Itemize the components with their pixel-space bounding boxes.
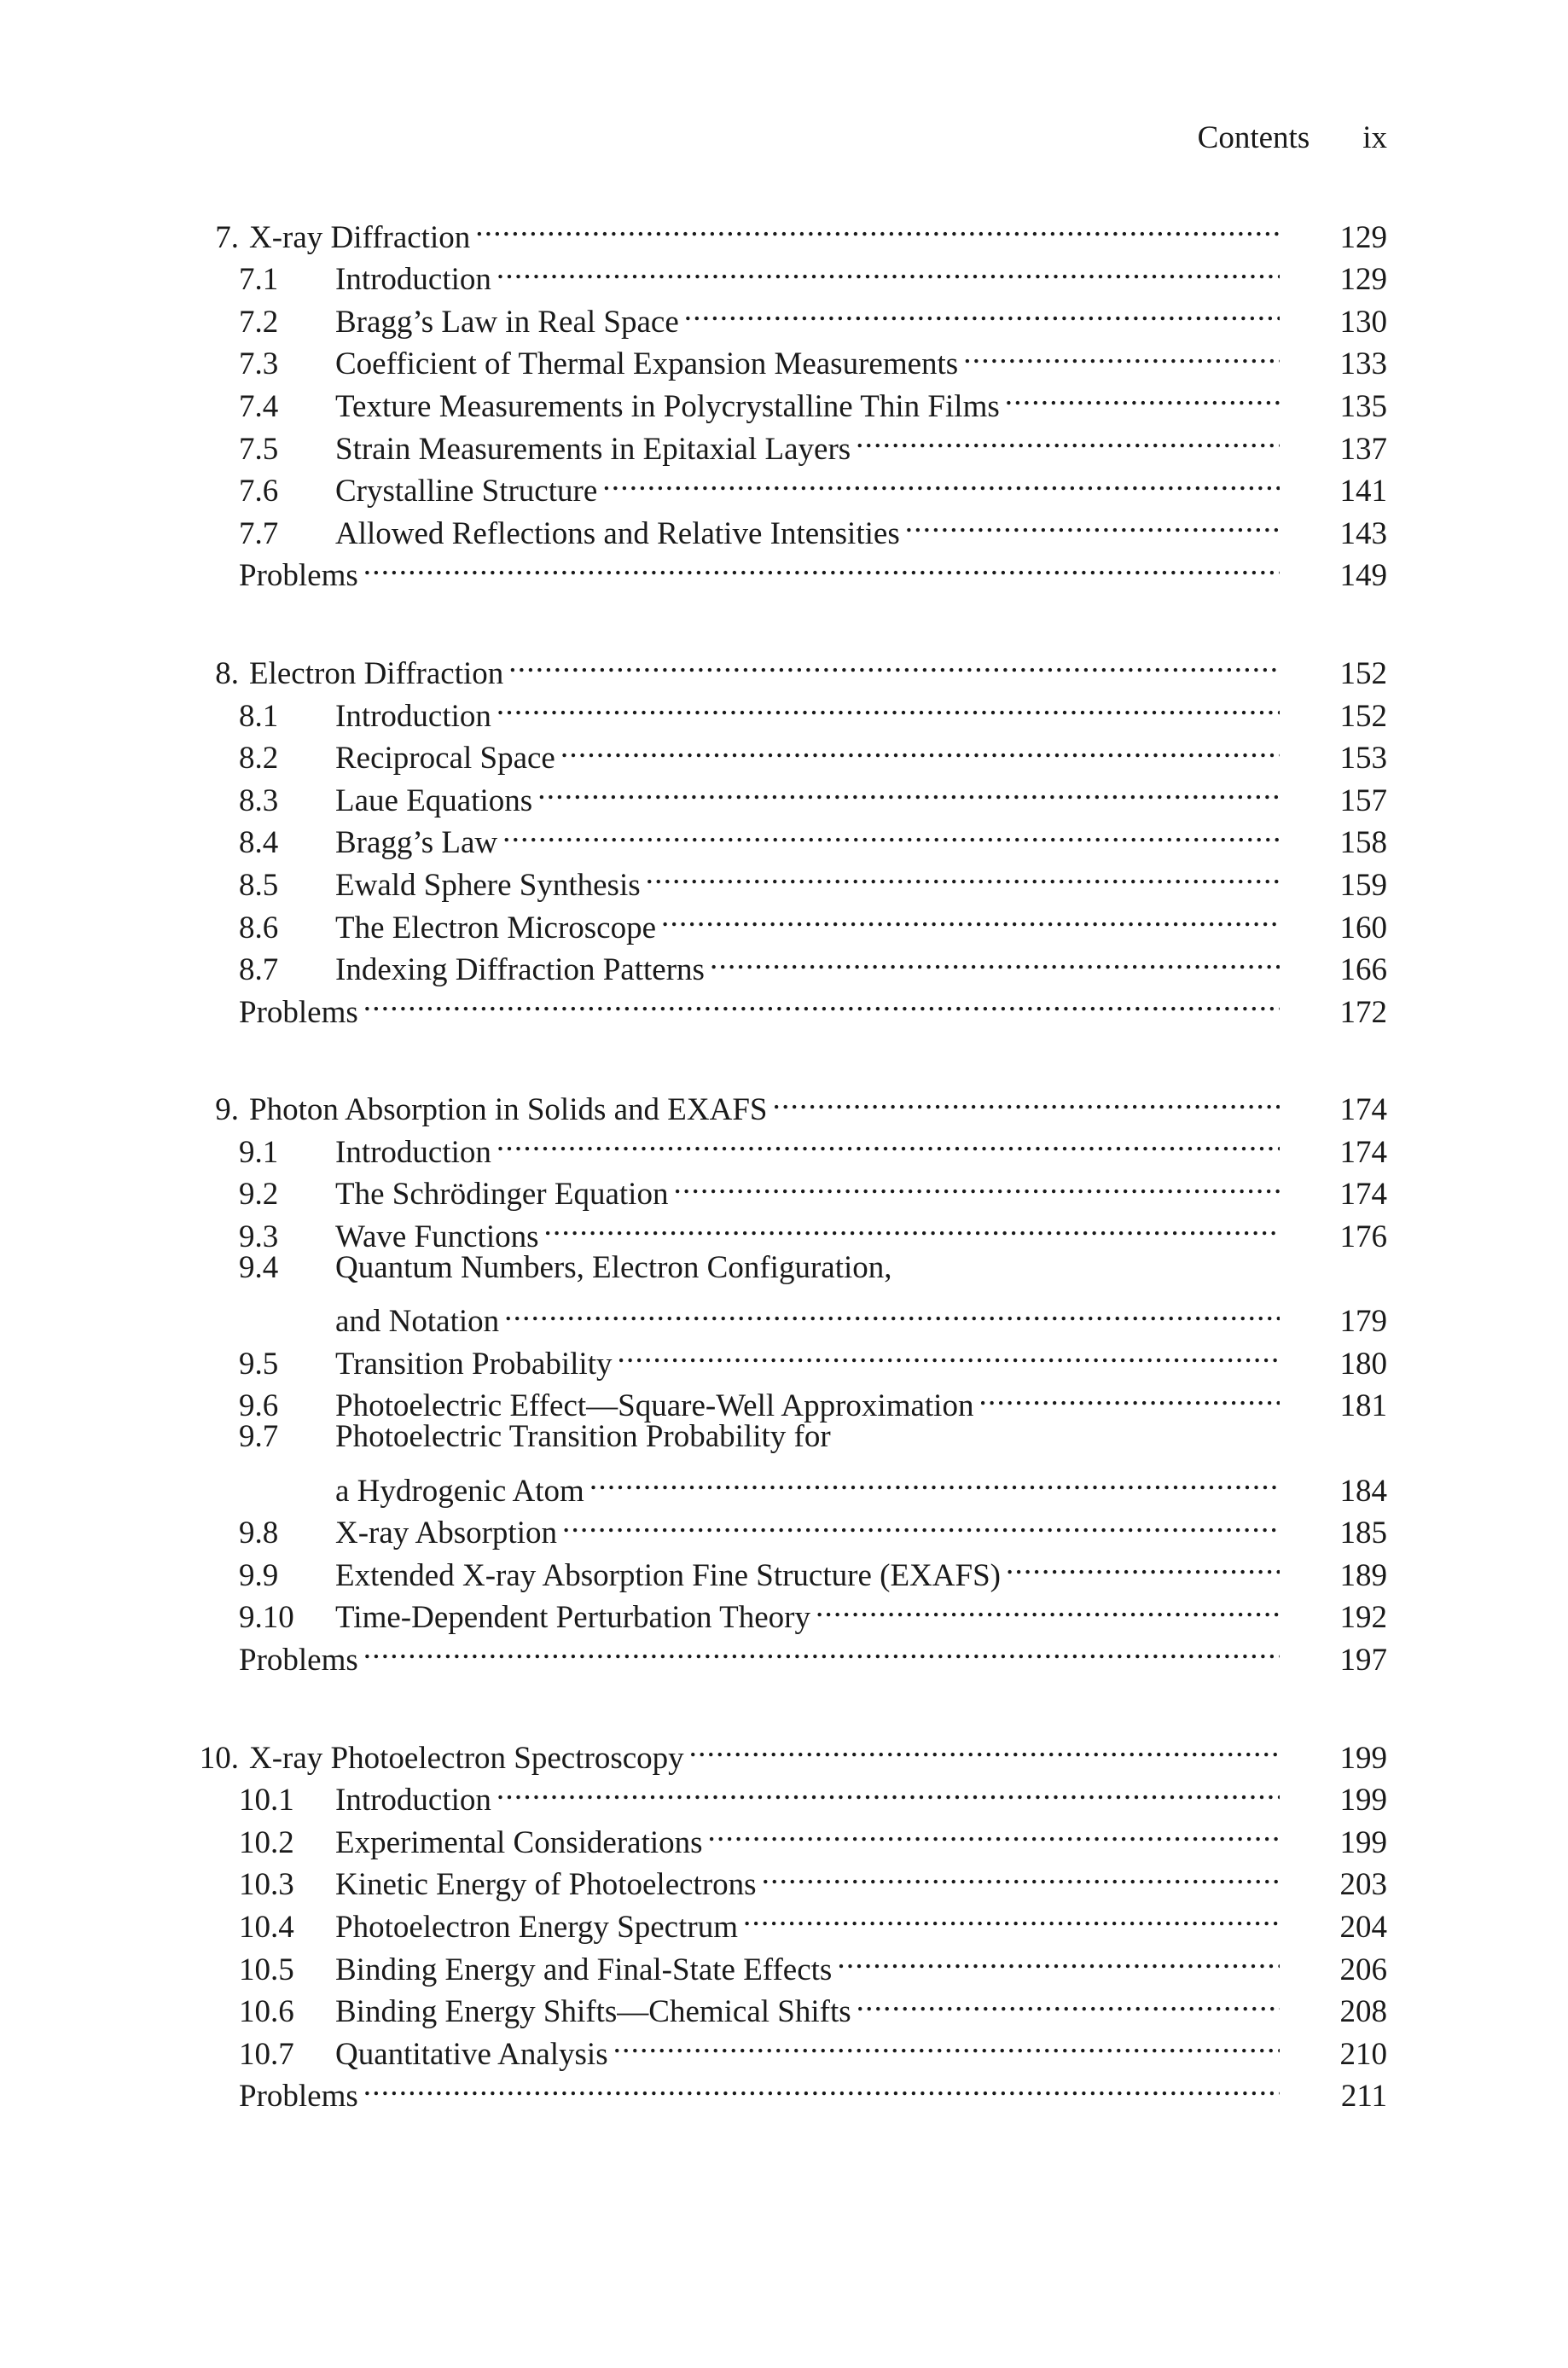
page-ref: 172 bbox=[1339, 994, 1387, 1030]
section-title: Indexing Diffraction Patterns bbox=[335, 952, 705, 988]
page-ref: 141 bbox=[1339, 474, 1387, 509]
page-ref: 176 bbox=[1339, 1219, 1387, 1255]
page-ref: 152 bbox=[1339, 655, 1387, 691]
page-ref: 174 bbox=[1339, 1134, 1387, 1170]
section-number: 8.5 bbox=[239, 867, 279, 903]
section-number: 7.5 bbox=[239, 431, 279, 467]
section-title: Reciprocal Space bbox=[335, 741, 555, 777]
dot-leader bbox=[762, 1853, 1280, 1895]
section-number: 10.6 bbox=[239, 1994, 294, 2030]
toc-chapter-entry[interactable] bbox=[171, 1725, 1387, 1776]
section-number: 7.2 bbox=[239, 304, 279, 340]
dot-leader bbox=[673, 1162, 1280, 1205]
section-title: Binding Energy and Final-State Effects bbox=[335, 1952, 833, 1987]
page-ref: 181 bbox=[1339, 1388, 1387, 1424]
dot-leader bbox=[963, 332, 1280, 375]
section-title: The Schrödinger Equation bbox=[335, 1177, 669, 1213]
section-number: 8.3 bbox=[239, 783, 279, 818]
page-ref: 189 bbox=[1339, 1557, 1387, 1593]
section-title: Introduction bbox=[335, 1783, 491, 1818]
section-number: 10.4 bbox=[239, 1909, 294, 1945]
toc-section-entry[interactable] bbox=[171, 1247, 1387, 1289]
section-title: Laue Equations bbox=[335, 783, 533, 818]
dot-leader bbox=[602, 459, 1280, 502]
section-title: Binding Energy Shifts—Chemical Shifts bbox=[335, 1994, 851, 2030]
dot-leader bbox=[689, 1725, 1280, 1768]
section-title: Quantum Numbers, Electron Configuration, bbox=[335, 1250, 892, 1286]
running-title: Contents bbox=[1197, 120, 1310, 155]
chapter-number: 9. bbox=[215, 1092, 239, 1128]
section-number: 7.1 bbox=[239, 262, 279, 298]
section-title: Photoelectric Effect—Square-Well Approximation bbox=[335, 1388, 974, 1424]
toc-section-continuation[interactable] bbox=[171, 1289, 1387, 1340]
section-number: 10.5 bbox=[239, 1952, 294, 1987]
toc-chapter-entry[interactable] bbox=[171, 1078, 1387, 1128]
page-ref: 206 bbox=[1339, 1952, 1387, 1987]
dot-leader bbox=[708, 1810, 1280, 1853]
chapter-title: X-ray Photoelectron Spectroscopy bbox=[249, 1740, 684, 1776]
section-title-continuation: a Hydrogenic Atom bbox=[335, 1473, 584, 1509]
page-ref: 199 bbox=[1339, 1740, 1387, 1776]
toc-section-continuation[interactable] bbox=[171, 1458, 1387, 1509]
problems-title: Problems bbox=[239, 1643, 358, 1678]
dot-leader bbox=[537, 768, 1280, 811]
page-ref: 185 bbox=[1339, 1516, 1387, 1551]
dot-leader bbox=[497, 684, 1280, 726]
section-title: Strain Measurements in Epitaxial Layers bbox=[335, 431, 851, 467]
section-number: 9.4 bbox=[239, 1250, 279, 1286]
section-title: Introduction bbox=[335, 262, 491, 298]
dot-leader bbox=[504, 1289, 1280, 1332]
dot-leader bbox=[617, 1331, 1280, 1374]
toc-chapter-entry[interactable] bbox=[171, 205, 1387, 255]
section-title: Experimental Considerations bbox=[335, 1824, 703, 1860]
section-title: Photoelectric Transition Probability for bbox=[335, 1419, 831, 1455]
dot-leader bbox=[475, 205, 1280, 247]
dot-leader bbox=[816, 1585, 1280, 1628]
page-ref: 158 bbox=[1339, 825, 1387, 861]
chapter-title: Electron Diffraction bbox=[249, 655, 504, 691]
page-ref: 166 bbox=[1339, 952, 1387, 988]
dot-leader bbox=[856, 416, 1280, 459]
section-number: 9.3 bbox=[239, 1219, 279, 1255]
dot-leader bbox=[743, 1894, 1280, 1937]
section-number: 8.6 bbox=[239, 910, 279, 945]
dot-leader bbox=[363, 1627, 1280, 1670]
page-ref: 199 bbox=[1339, 1783, 1387, 1818]
dot-leader bbox=[661, 895, 1280, 938]
dot-leader bbox=[1005, 374, 1280, 416]
page-ref: 204 bbox=[1339, 1909, 1387, 1945]
dot-leader bbox=[363, 544, 1280, 586]
section-title: Crystalline Structure bbox=[335, 474, 598, 509]
section-number: 8.1 bbox=[239, 698, 279, 734]
dot-leader bbox=[497, 1120, 1280, 1162]
toc-chapter bbox=[171, 205, 1387, 594]
section-title: Texture Measurements in Polycrystalline Thin Films bbox=[335, 388, 1000, 424]
toc-section-entry[interactable] bbox=[171, 1416, 1387, 1458]
page-ref: 153 bbox=[1339, 741, 1387, 777]
dot-leader bbox=[684, 289, 1280, 332]
problems-title: Problems bbox=[239, 994, 358, 1030]
page-ref: 211 bbox=[1340, 2079, 1387, 2115]
page-ref: 210 bbox=[1339, 2036, 1387, 2072]
page-ref: 143 bbox=[1339, 515, 1387, 551]
page-ref: 160 bbox=[1339, 910, 1387, 945]
section-number: 7.6 bbox=[239, 474, 279, 509]
dot-leader bbox=[502, 811, 1280, 853]
dot-leader bbox=[363, 980, 1280, 1022]
section-title: Kinetic Energy of Photoelectrons bbox=[335, 1867, 757, 1903]
section-title: Quantitative Analysis bbox=[335, 2036, 608, 2072]
page-header bbox=[171, 119, 1387, 160]
chapter-title: Photon Absorption in Solids and EXAFS bbox=[249, 1092, 768, 1128]
page-ref: 208 bbox=[1339, 1994, 1387, 2030]
page-ref: 129 bbox=[1339, 219, 1387, 255]
dot-leader bbox=[646, 852, 1280, 895]
page-ref: 130 bbox=[1339, 304, 1387, 340]
section-title: X-ray Absorption bbox=[335, 1516, 557, 1551]
problems-title: Problems bbox=[239, 2079, 358, 2115]
dot-leader bbox=[589, 1458, 1280, 1501]
section-number: 9.8 bbox=[239, 1516, 279, 1551]
section-number: 10.1 bbox=[239, 1783, 294, 1818]
section-title: Wave Functions bbox=[335, 1219, 539, 1255]
problems-title: Problems bbox=[239, 558, 358, 594]
chapter-number: 8. bbox=[215, 655, 239, 691]
dot-leader bbox=[562, 1501, 1280, 1544]
section-number: 8.2 bbox=[239, 741, 279, 777]
page-ref: 179 bbox=[1339, 1304, 1387, 1340]
page-ref: 184 bbox=[1339, 1473, 1387, 1509]
page-ref: 174 bbox=[1339, 1092, 1387, 1128]
section-title: Bragg’s Law in Real Space bbox=[335, 304, 679, 340]
page-ref: 135 bbox=[1339, 388, 1387, 424]
section-title-continuation: and Notation bbox=[335, 1304, 500, 1340]
section-number: 9.1 bbox=[239, 1134, 279, 1170]
page-ref: 137 bbox=[1339, 431, 1387, 467]
page-ref: 197 bbox=[1339, 1643, 1387, 1678]
table-of-contents bbox=[171, 205, 1387, 2161]
toc-chapter bbox=[171, 641, 1387, 1030]
section-title: Bragg’s Law bbox=[335, 825, 498, 861]
dot-leader bbox=[837, 1937, 1280, 1980]
section-number: 8.7 bbox=[239, 952, 279, 988]
page-ref: 157 bbox=[1339, 783, 1387, 818]
section-number: 7.7 bbox=[239, 515, 279, 551]
dot-leader bbox=[905, 501, 1280, 544]
section-title: The Electron Microscope bbox=[335, 910, 657, 945]
section-number: 10.2 bbox=[239, 1824, 294, 1860]
section-number: 9.2 bbox=[239, 1177, 279, 1213]
chapter-number: 10. bbox=[199, 1740, 239, 1776]
dot-leader bbox=[613, 2022, 1280, 2064]
section-number: 9.6 bbox=[239, 1388, 279, 1424]
page-ref: 180 bbox=[1339, 1346, 1387, 1382]
chapter-title: X-ray Diffraction bbox=[249, 219, 471, 255]
section-number: 10.7 bbox=[239, 2036, 294, 2072]
section-title: Introduction bbox=[335, 698, 491, 734]
section-number: 7.4 bbox=[239, 388, 279, 424]
dot-leader bbox=[710, 938, 1280, 980]
page-ref: 203 bbox=[1339, 1867, 1387, 1903]
section-title: Coefficient of Thermal Expansion Measurements bbox=[335, 346, 959, 382]
dot-leader bbox=[544, 1204, 1280, 1247]
section-number: 8.4 bbox=[239, 825, 279, 861]
section-number: 9.10 bbox=[239, 1600, 294, 1636]
page-ref: 174 bbox=[1339, 1177, 1387, 1213]
section-title: Photoelectron Energy Spectrum bbox=[335, 1909, 738, 1945]
chapter-number: 7. bbox=[215, 219, 239, 255]
dot-leader bbox=[773, 1078, 1280, 1120]
page-ref: 149 bbox=[1339, 558, 1387, 594]
dot-leader bbox=[560, 726, 1280, 769]
section-number: 10.3 bbox=[239, 1867, 294, 1903]
page-ref: 159 bbox=[1339, 867, 1387, 903]
page-ref: 129 bbox=[1339, 262, 1387, 298]
section-number: 7.3 bbox=[239, 346, 279, 382]
page-number: ix bbox=[1362, 120, 1387, 155]
dot-leader bbox=[497, 247, 1280, 290]
section-number: 9.7 bbox=[239, 1419, 279, 1455]
section-title: Introduction bbox=[335, 1134, 491, 1170]
page-ref: 152 bbox=[1339, 698, 1387, 734]
section-title: Transition Probability bbox=[335, 1346, 613, 1382]
section-title: Ewald Sphere Synthesis bbox=[335, 867, 641, 903]
dot-leader bbox=[857, 1980, 1280, 2022]
section-title: Allowed Reflections and Relative Intensities bbox=[335, 515, 900, 551]
dot-leader bbox=[497, 1768, 1280, 1811]
page-ref: 199 bbox=[1339, 1824, 1387, 1860]
dot-leader bbox=[979, 1374, 1280, 1417]
section-number: 9.5 bbox=[239, 1346, 279, 1382]
page-ref: 192 bbox=[1339, 1600, 1387, 1636]
dot-leader bbox=[1006, 1543, 1280, 1585]
section-number: 9.9 bbox=[239, 1557, 279, 1593]
toc-chapter-entry[interactable] bbox=[171, 641, 1387, 691]
dot-leader bbox=[508, 641, 1280, 684]
section-title: Extended X-ray Absorption Fine Structure (EXAFS) bbox=[335, 1557, 1001, 1593]
toc-chapter bbox=[171, 1725, 1387, 2115]
dot-leader bbox=[363, 2064, 1280, 2107]
toc-chapter bbox=[171, 1078, 1387, 1678]
section-title: Time-Dependent Perturbation Theory bbox=[335, 1600, 810, 1636]
page-ref: 133 bbox=[1339, 346, 1387, 382]
